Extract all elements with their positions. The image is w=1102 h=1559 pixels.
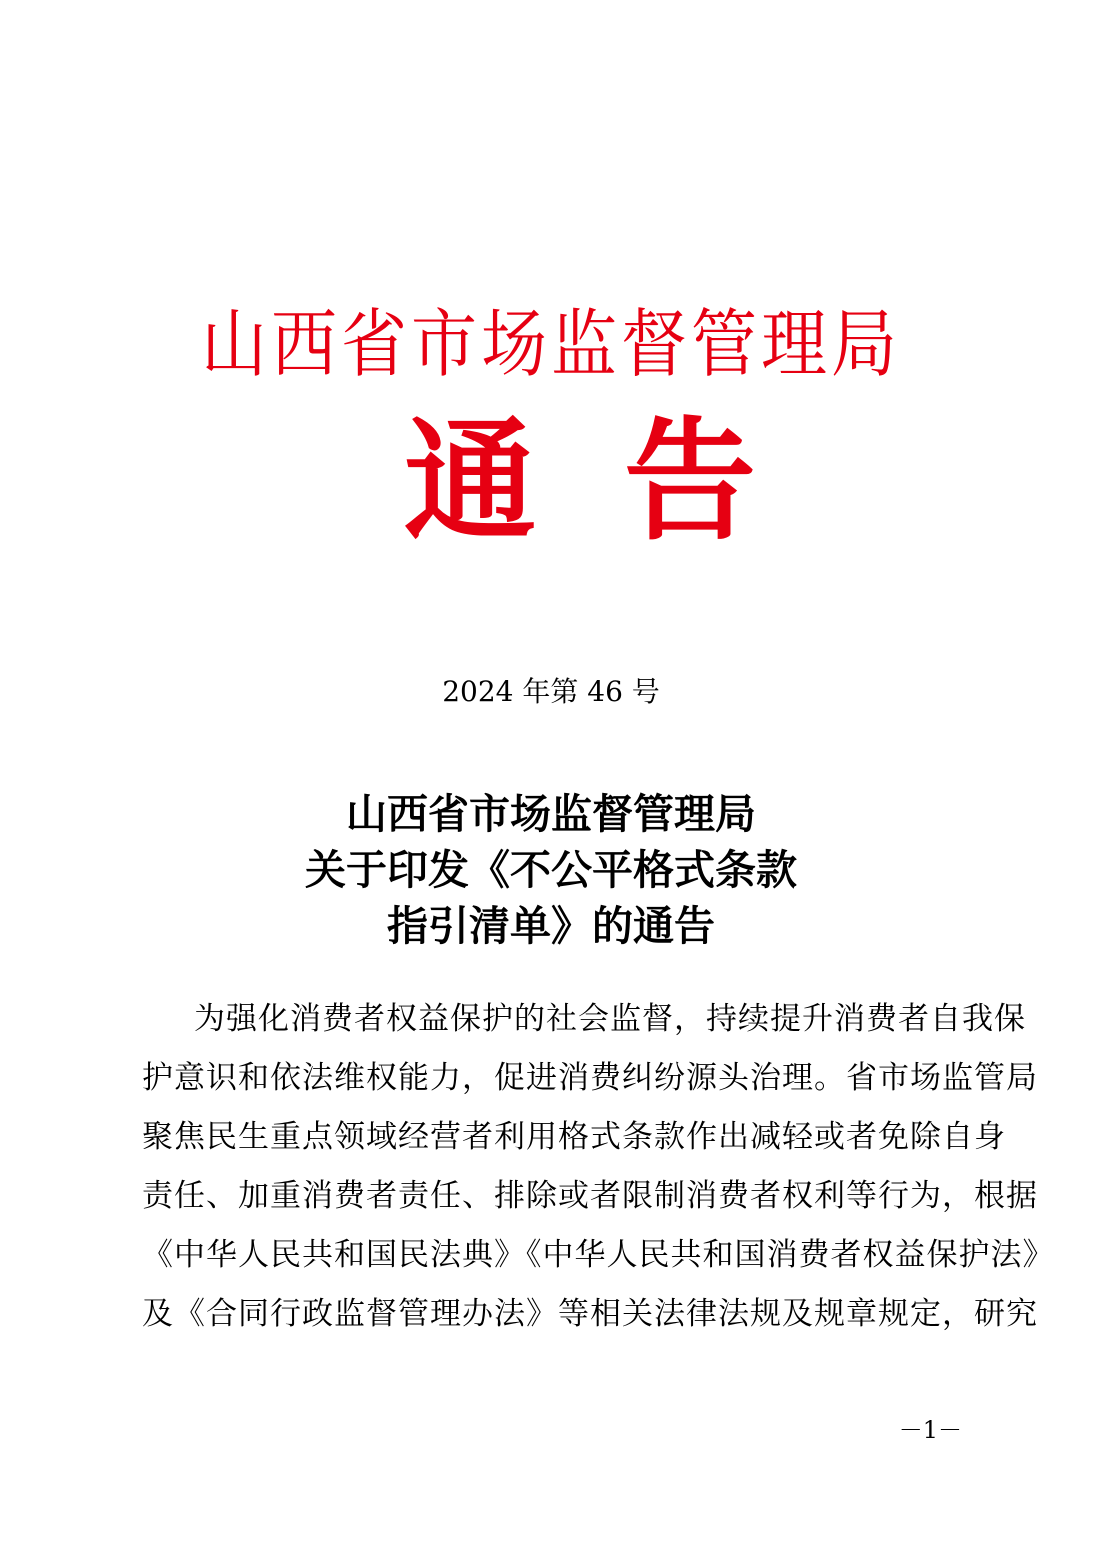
body-paragraph (142, 990, 1055, 1344)
body-line: 为强化消费者权益保护的社会监督，持续提升消费者自我保 (194, 1001, 1026, 1037)
document-type-char-2: 告 (624, 404, 756, 559)
document-number: 2024 年第 46 号 (442, 675, 660, 708)
body-line: 《中华人民共和国民法典》《中华人民共和国消费者权益保护法》 (142, 1237, 1055, 1273)
document-title (0, 786, 1102, 954)
body-line: 护意识和依法维权能力，促进消费纠纷源头治理。省市场监管局 (142, 1060, 1038, 1096)
document-type-heading (0, 404, 1102, 559)
body-line: 聚焦民生重点领域经营者利用格式条款作出减轻或者免除自身 (142, 1119, 1006, 1155)
issuer-header: 山西省市场监督管理局 (201, 301, 901, 388)
body-line: 及《合同行政监督管理办法》等相关法律法规及规章规定，研究 (142, 1296, 1038, 1332)
title-line: 关于印发《不公平格式条款 (305, 846, 797, 894)
title-line: 山西省市场监督管理局 (346, 790, 756, 838)
document-type-char-1: 通 (404, 404, 536, 559)
title-line: 指引清单》的通告 (387, 902, 715, 950)
page-number: －1－ (898, 1416, 962, 1444)
body-line: 责任、加重消费者责任、排除或者限制消费者权利等行为，根据 (142, 1178, 1038, 1214)
